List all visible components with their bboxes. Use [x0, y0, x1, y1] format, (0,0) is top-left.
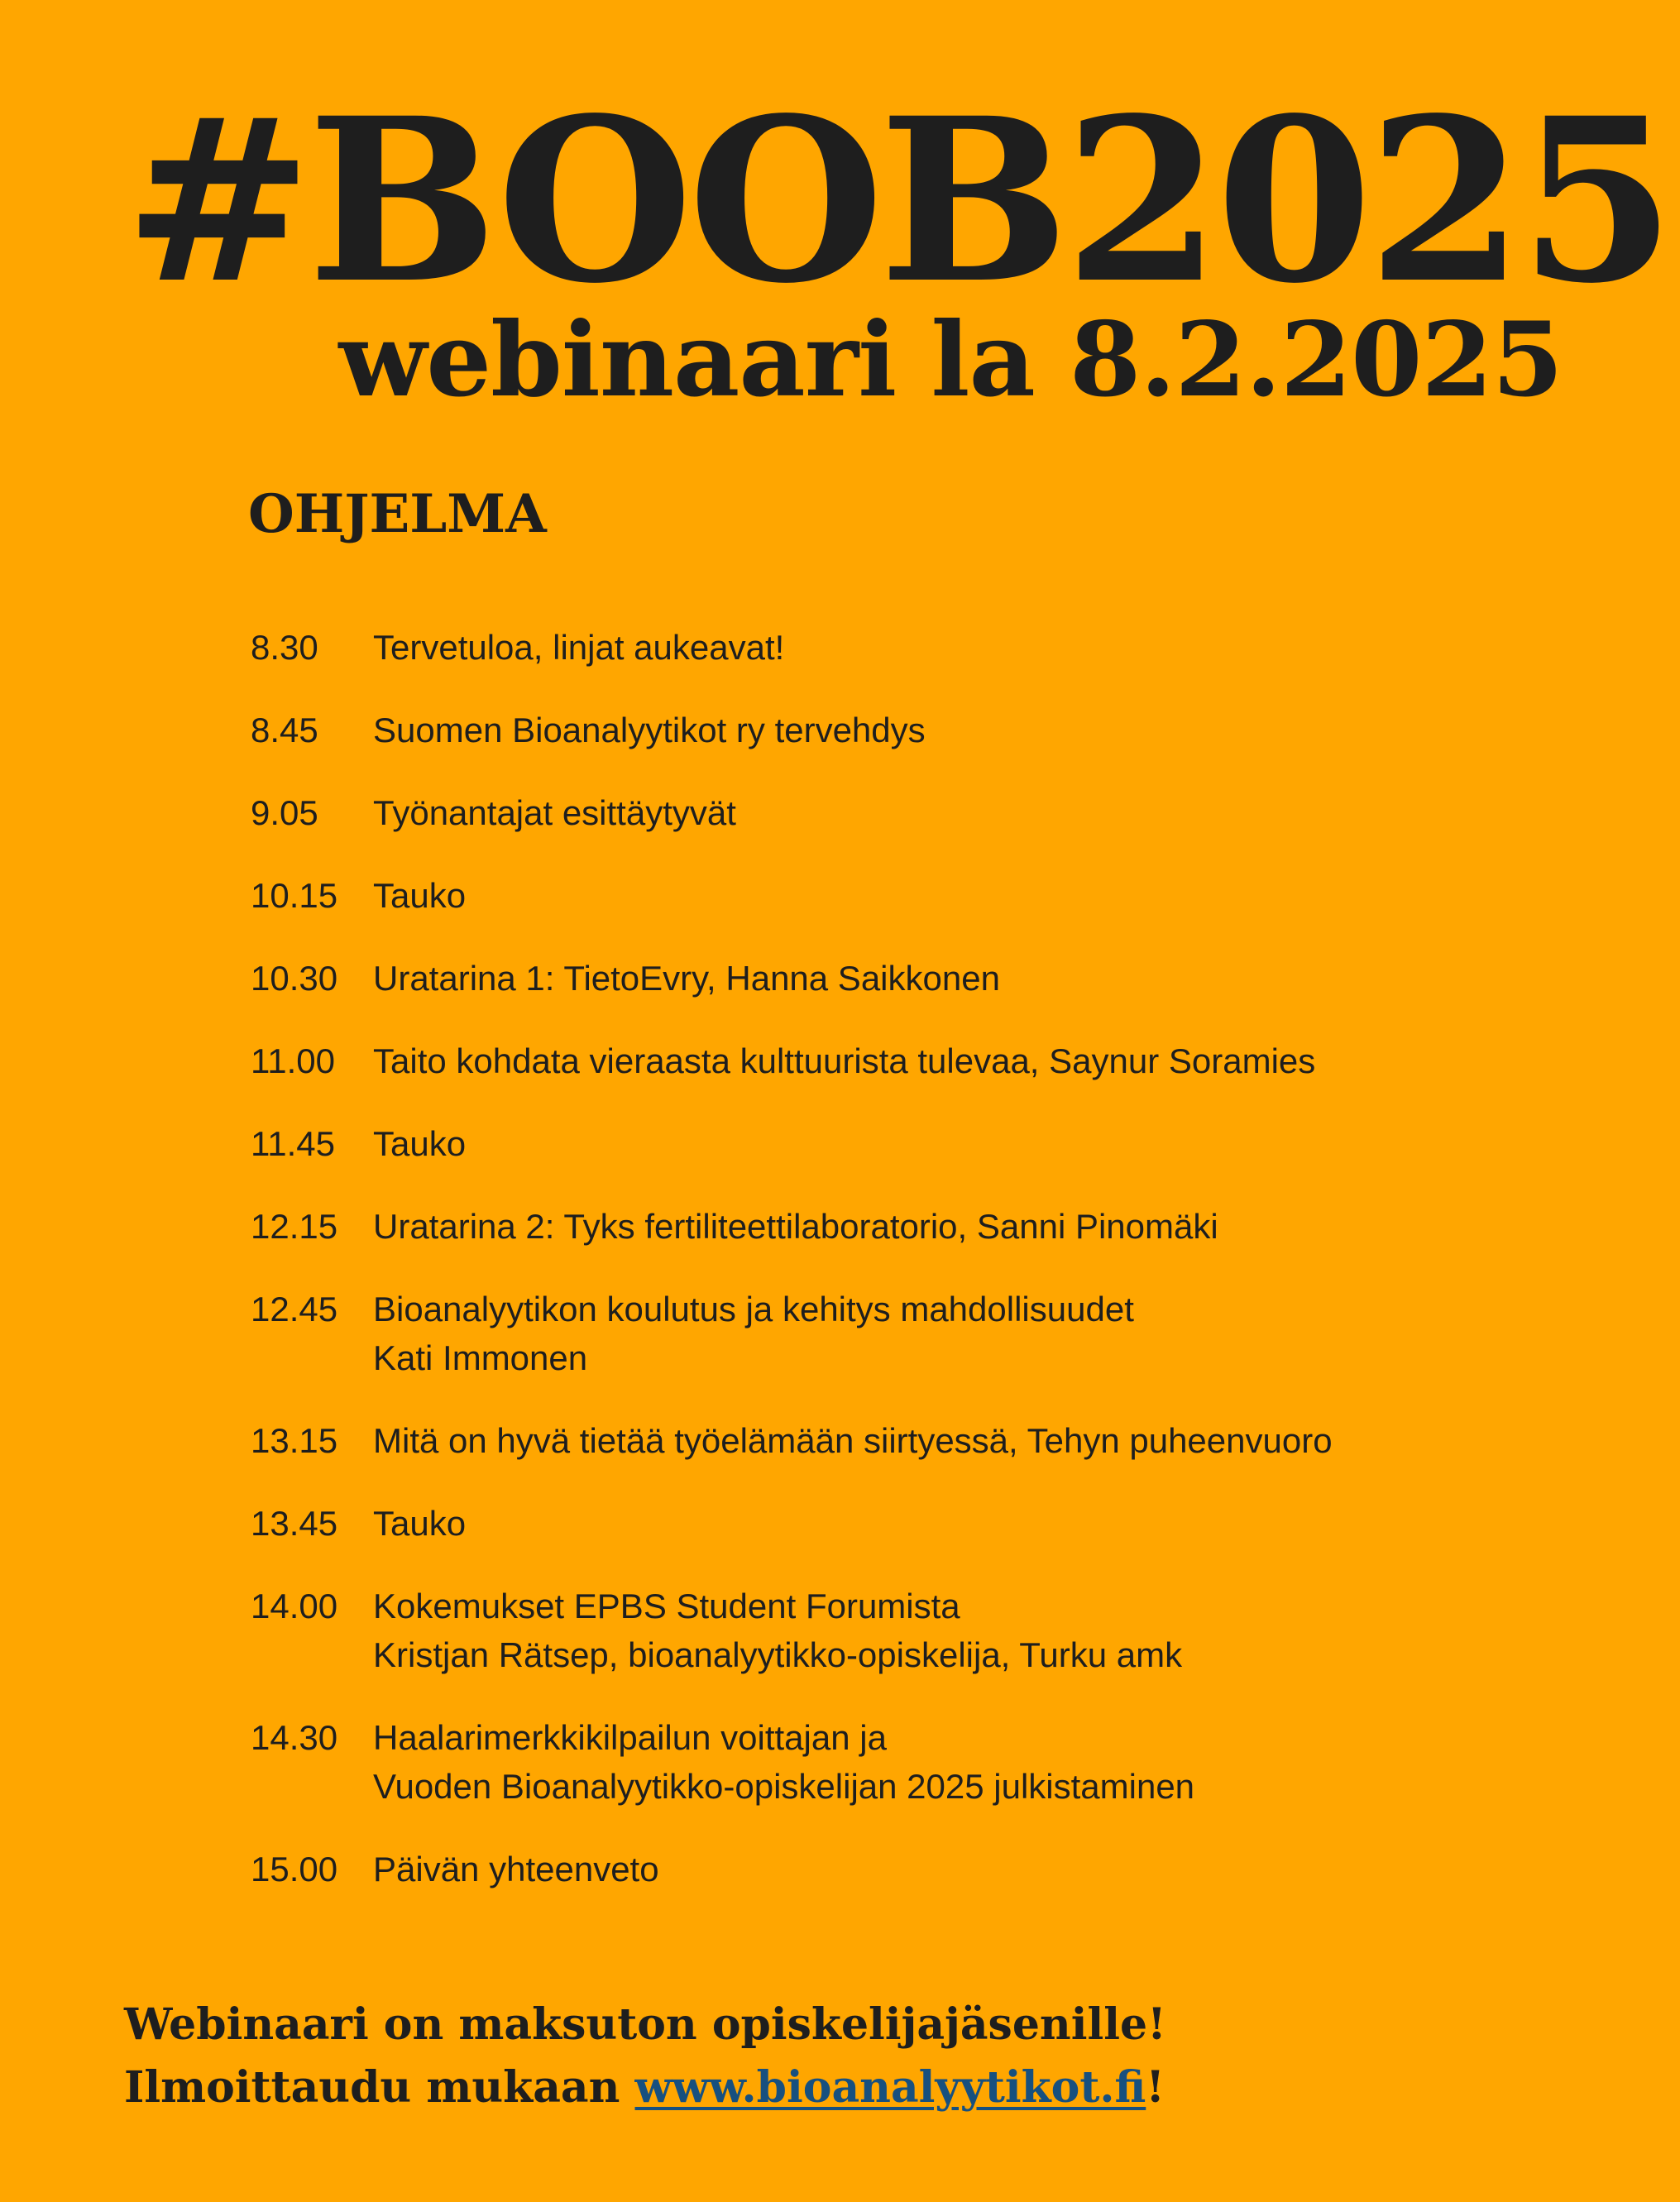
program-title: Kokemukset EPBS Student Forumista Kristjan Rätsep, bioanalyytikko-opiskelija, Turku amk — [373, 1587, 1183, 1674]
program-item — [251, 1416, 1541, 1465]
program-time: 11.45 — [251, 1124, 335, 1163]
program-title: Suomen Bioanalyytikot ry tervehdys — [373, 711, 926, 749]
program-item — [251, 1036, 1541, 1085]
program-title: Tauko — [373, 1504, 467, 1543]
program-item — [251, 788, 1541, 837]
program-item — [251, 1582, 1541, 1679]
program-time: 8.30 — [251, 628, 318, 667]
program-item — [251, 1202, 1541, 1251]
program-item — [251, 1845, 1541, 1893]
program-time: 14.00 — [251, 1587, 338, 1625]
program-list — [251, 623, 1541, 1927]
program-time: 12.45 — [251, 1290, 338, 1328]
registration-text: Ilmoittaudu mukaan — [124, 2062, 635, 2113]
registration-suffix: ! — [1146, 2062, 1165, 2113]
event-subtitle: webinaari la 8.2.2025 — [338, 300, 1563, 420]
program-item — [251, 871, 1541, 920]
footer — [124, 1994, 1563, 2119]
program-time: 9.05 — [251, 793, 318, 832]
program-item — [251, 1713, 1541, 1811]
program-title: Haalarimerkkikilpailun voittajan ja Vuoden Bioanalyytikko-opiskelijan 2025 julkistaminen — [373, 1718, 1195, 1806]
program-time: 15.00 — [251, 1850, 338, 1888]
program-item — [251, 623, 1541, 672]
program-item — [251, 1285, 1541, 1382]
registration-link[interactable]: www.bioanalyytikot.fi — [634, 2062, 1146, 2113]
program-heading: OHJELMA — [248, 483, 547, 545]
program-time: 13.15 — [251, 1421, 338, 1460]
program-time: 10.30 — [251, 959, 338, 998]
program-time: 12.15 — [251, 1207, 338, 1246]
program-time: 8.45 — [251, 711, 318, 749]
program-title: Työnantajat esittäytyvät — [373, 793, 736, 832]
program-title: Taito kohdata vieraasta kulttuurista tulevaa, Saynur Soramies — [373, 1041, 1316, 1080]
registration-line — [124, 2056, 1563, 2119]
program-title: Tauko — [373, 876, 467, 915]
program-title: Päivän yhteenveto — [373, 1850, 659, 1888]
program-title: Uratarina 2: Tyks fertiliteettilaboratorio, Sanni Pinomäki — [373, 1207, 1218, 1246]
program-time: 14.30 — [251, 1718, 338, 1757]
program-title: Bioanalyytikon koulutus ja kehitys mahdollisuudet Kati Immonen — [373, 1290, 1134, 1377]
program-item — [251, 706, 1541, 754]
program-item — [251, 1499, 1541, 1548]
program-time: 11.00 — [251, 1041, 335, 1080]
program-title: Mitä on hyvä tietää työelämään siirtyessä, Tehyn puheenvuoro — [373, 1421, 1333, 1460]
free-for-students-text: Webinaari on maksuton opiskelijajäsenille! — [124, 1999, 1166, 2050]
program-item — [251, 1119, 1541, 1168]
program-time: 10.15 — [251, 876, 338, 915]
program-title: Tauko — [373, 1124, 467, 1163]
program-title: Uratarina 1: TietoEvry, Hanna Saikkonen — [373, 959, 1000, 998]
program-time: 13.45 — [251, 1504, 338, 1543]
program-item — [251, 954, 1541, 1003]
program-title: Tervetuloa, linjat aukeavat! — [373, 628, 785, 667]
event-title: #BOOB2025 — [124, 69, 1671, 333]
